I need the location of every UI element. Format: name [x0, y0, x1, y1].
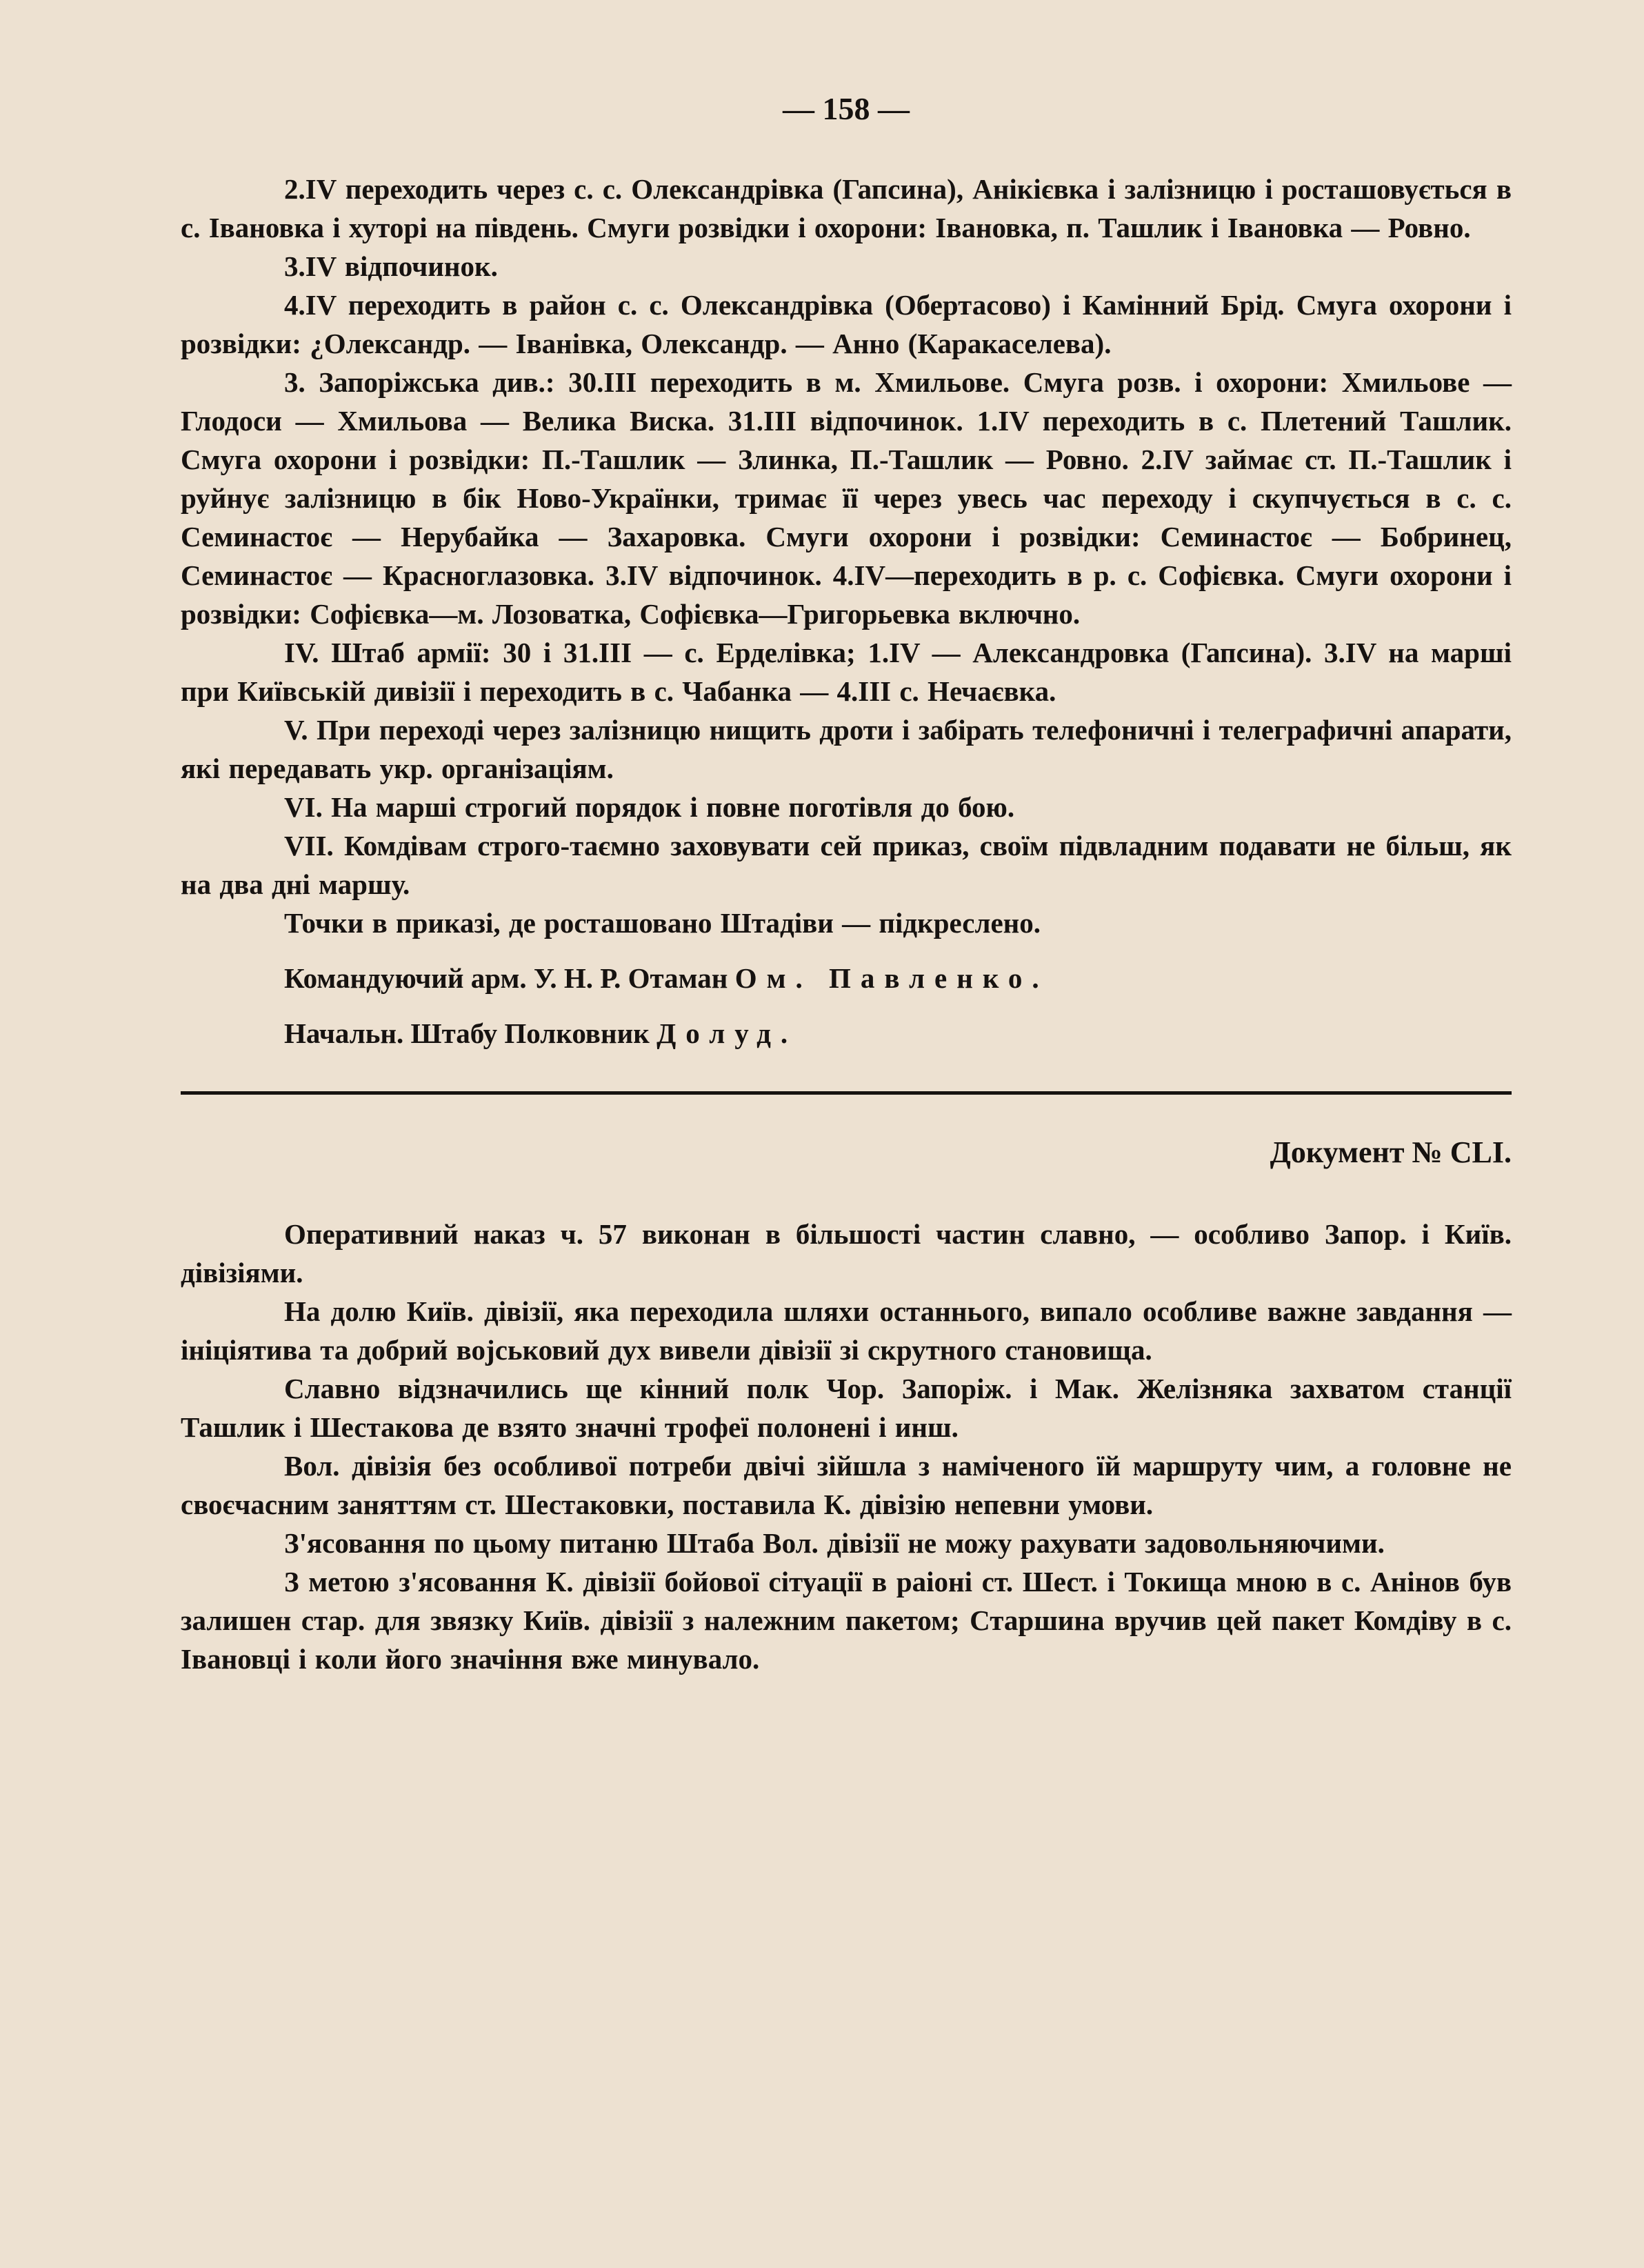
paragraph: IV. Штаб армії: 30 і 31.III — с. Ерделівка; 1.IV — Александровка (Гапсина). 3.IV на марші при Київській дивізії і переходить в с. Чабанка — 4.III с. Нечаєвка.: [181, 637, 1512, 707]
paragraph: 2.IV переходить через с. с. Олександрівка (Гапсина), Анікієвка і залізницю і росташовується в с. Івановка і хуторі на південь. Смуги розвідки і охорони: Івановка, п. Ташлик і Івановка — Ровно.: [181, 173, 1512, 243]
paragraph: Оперативний наказ ч. 57 виконан в більшості частин славно, — особливо Запор. і Київ. дівізіями.: [181, 1218, 1512, 1289]
paragraph: V. При переході через залізницю нищить дроти і забірать телефоничні і телеграфичні апарати, які передавать укр. організаціям.: [181, 714, 1512, 784]
paragraph: VI. На марші строгий порядок і повне поготівля до бою.: [284, 791, 1015, 823]
paragraph: 3.IV відпочинок.: [284, 250, 498, 282]
top-text-block: [181, 170, 1512, 942]
document-title: Документ № CLI.: [1270, 1135, 1512, 1169]
paragraph: 4.IV переходить в район с. с. Олександрівка (Обертасово) і Камінний Брід. Смуга охорони і розвідки: ¿Олександр. — Іванівка, Олександр. — Анно (Каракаселева).: [181, 289, 1512, 359]
paragraph: Точки в приказі, де росташовано Штадіви — підкреслено.: [284, 907, 1041, 939]
section-divider: [181, 1091, 1512, 1095]
bottom-text-block: [181, 1215, 1512, 1678]
paragraph: 3. Запоріжська див.: 30.III переходить в м. Хмильове. Смуга розв. і охорони: Хмильове — Глодоси — Хмильова — Велика Виска. 31.III відпочинок. 1.IV переходить в с. Плетений Ташлик. Смуга охорони і розвідки: П.-Ташлик — Злинка, П.-Ташлик — Ровно. 2.IV займає ст. П.-Ташлик і руйнує залізницю в бік Ново-Українки, тримає її через увесь час переходу і скупчується в с. с. Семинастоє — Нерубайка — Захаровка. Смуги охорони і розвідки: Семинастоє — Бобринец, Семинастоє — Красноглазовка. 3.IV відпочинок. 4.IV—переходить в р. с. Софієвка. Смуги охорони і розвідки: Софієвка—м. Лозоватка, Софієвка—Григорьевка включно.: [181, 366, 1512, 630]
commander-signature: [181, 959, 1512, 997]
document-page: [181, 90, 1512, 1678]
paragraph: З'ясовання по цьому питаню Штаба Вол. дівізії не можу рахувати задовольняючими.: [284, 1527, 1385, 1559]
chief-of-staff-title: Начальн. Штабу Полковник: [284, 1017, 650, 1049]
commander-title: Командуючий арм. У. Н. Р. Отаман: [284, 962, 728, 994]
chief-of-staff-signature: [181, 1014, 1512, 1053]
paragraph: З метою з'ясовання К. дівізії бойової сітуації в раіоні ст. Шест. і Токища мною в с. Анінов був залишен стар. для звязку Київ. дівізії з належним пакетом; Старшина вручив цей пакет Комдіву в с. Івановці і коли його значіння вже минувало.: [181, 1566, 1512, 1675]
commander-name: Ом. Павленко.: [734, 962, 1049, 994]
paragraph: На долю Київ. дівізії, яка переходила шляхи останнього, випало особливе важне завдання — ініціятива та добрий војськовий дух вивели дівізії зі скрутного становища.: [181, 1295, 1512, 1366]
paragraph: Вол. дівізія без особливої потреби двічі зійшла з наміченого їй маршруту чим, а головне не своєчасним заняттям ст. Шестаковки, поставила К. дівізію непевни умови.: [181, 1450, 1512, 1520]
chief-of-staff-name: Долуд.: [656, 1017, 798, 1049]
page-number: — 158 —: [783, 91, 910, 126]
paragraph: Славно відзначились ще кінний полк Чор. Запоріж. і Мак. Желізняка захватом станції Ташлик і Шестакова де взято значні трофеї полонені і инш.: [181, 1373, 1512, 1443]
paragraph: VII. Комдівам строго-таємно заховувати сей приказ, своїм підвладним подавати не більш, як на два дні маршу.: [181, 830, 1512, 900]
